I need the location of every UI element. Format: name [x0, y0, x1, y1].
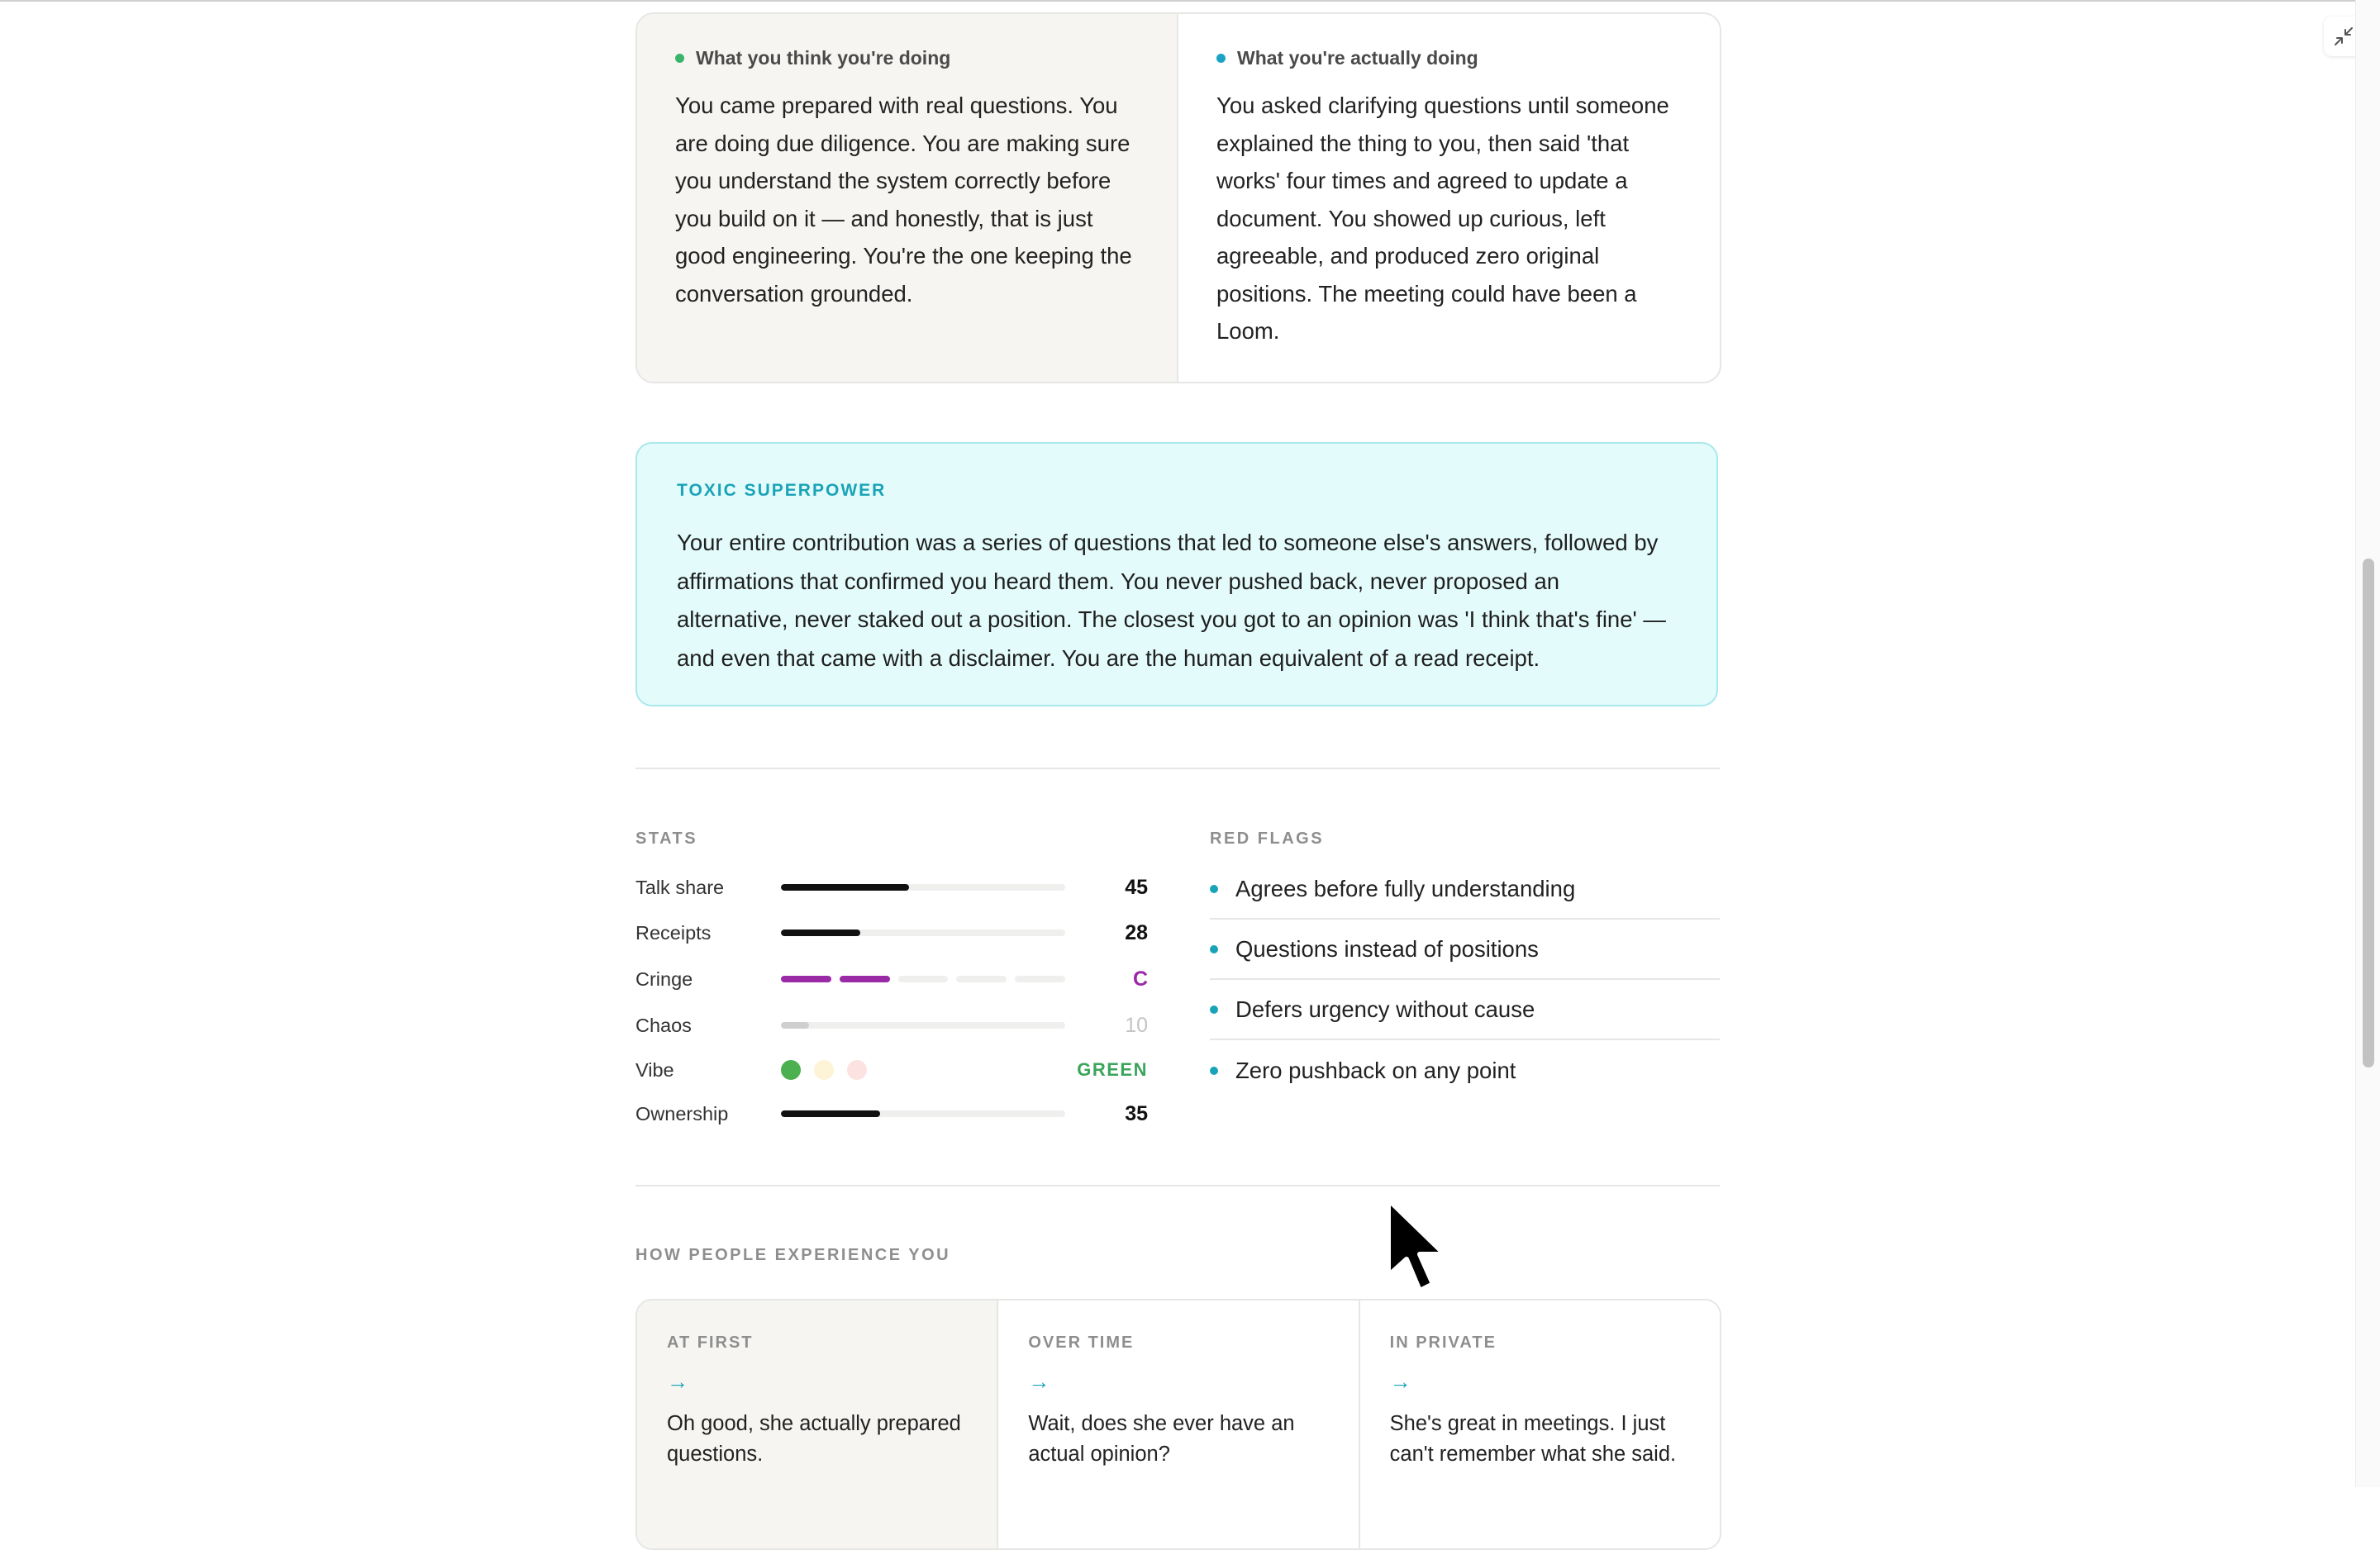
green-dot-icon — [675, 54, 684, 63]
vertical-scrollbar[interactable] — [2355, 0, 2380, 1487]
experience-column-text: Wait, does she ever have an actual opinion? — [1028, 1412, 1295, 1466]
experience-column-in-private — [1360, 1300, 1720, 1548]
stat-name: Chaos — [635, 1015, 692, 1036]
stat-bar-fill — [781, 884, 909, 891]
stat-value: 35 — [1125, 1102, 1148, 1125]
arrow-right-icon: → — [1028, 1369, 1050, 1394]
stat-row-chaos — [635, 1013, 1148, 1038]
cringe-segment — [898, 976, 949, 982]
stat-row-cringe — [635, 967, 1148, 991]
red-flag-text: Zero pushback on any point — [1235, 1057, 1516, 1083]
vibe-indicator — [781, 1060, 867, 1080]
experience-column-text: She's great in meetings. I just can't remember what she said. — [1389, 1412, 1677, 1466]
experience-column-label: IN PRIVATE — [1389, 1334, 1497, 1352]
stat-value: 28 — [1125, 921, 1148, 944]
stat-row-vibe — [635, 1058, 1148, 1082]
think-body: You came prepared with real questions. You are doing due diligence. You are making sure you understand the system correctly before you build on it — and honestly, that is just good engineering. You're the one keeping the conversation grounded. — [675, 93, 1132, 307]
bullet-icon — [1210, 885, 1218, 893]
vibe-dot-green — [781, 1060, 801, 1080]
experience-column-at-first — [637, 1300, 998, 1548]
arrow-right-icon: → — [667, 1369, 688, 1394]
actual-body: You asked clarifying questions until someone explained the thing to you, then said 'that works' four times and agreed to update a document. You showed up curious, left agreeable, and produced zero original positions. The meeting could have been a Loom. — [1216, 93, 1669, 344]
comparison-card — [635, 12, 1721, 383]
cringe-segment — [840, 976, 890, 982]
experience-column-label: OVER TIME — [1028, 1334, 1135, 1352]
stat-value: 10 — [1125, 1014, 1148, 1037]
red-flag-item — [1210, 920, 1720, 980]
cringe-segment — [1015, 976, 1065, 982]
stat-name: Talk share — [635, 877, 725, 898]
stat-bar-fill — [781, 1022, 809, 1029]
stat-value: C — [1132, 968, 1148, 991]
collapse-icon — [2332, 25, 2355, 48]
cringe-segments — [781, 976, 1065, 982]
red-flags-list — [1210, 859, 1720, 1101]
experience-column-over-time — [998, 1300, 1359, 1548]
actual-heading-text: What you're actually doing — [1237, 47, 1478, 69]
stat-name: Receipts — [635, 922, 712, 944]
red-flag-item — [1210, 1040, 1720, 1101]
think-heading — [675, 47, 1139, 69]
stats-panel — [635, 830, 1148, 1125]
red-flag-text: Questions instead of positions — [1235, 935, 1539, 962]
vibe-dot-red — [847, 1060, 867, 1080]
superpower-label: TOXIC SUPERPOWER — [677, 481, 887, 500]
red-flag-text: Agrees before fully understanding — [1235, 875, 1576, 901]
experience-grid — [635, 1299, 1721, 1550]
stat-row-receipts — [635, 920, 1148, 945]
stat-value: GREEN — [1077, 1059, 1148, 1080]
cringe-segment — [956, 976, 1007, 982]
red-flag-item — [1210, 980, 1720, 1040]
teal-dot-icon — [1216, 54, 1226, 63]
stat-row-talk-share — [635, 875, 1148, 900]
red-flags-panel — [1210, 830, 1720, 1083]
stat-bar-track — [781, 884, 1065, 891]
think-heading-text: What you think you're doing — [696, 47, 951, 69]
experience-label: HOW PEOPLE EXPERIENCE YOU — [635, 1246, 951, 1264]
stat-name: Vibe — [635, 1059, 674, 1081]
red-flags-label: RED FLAGS — [1210, 830, 1325, 848]
arrow-right-icon: → — [1389, 1369, 1411, 1394]
bullet-icon — [1210, 1067, 1218, 1075]
section-divider — [635, 768, 1720, 769]
stat-bar-track — [781, 1022, 1065, 1029]
vibe-dot-yellow — [814, 1060, 834, 1080]
stat-bar-track — [781, 1110, 1065, 1117]
experience-column-label: AT FIRST — [667, 1334, 754, 1352]
bullet-icon — [1210, 1006, 1218, 1014]
section-divider — [635, 1185, 1720, 1186]
toxic-superpower-card — [635, 442, 1718, 706]
stat-bar-track — [781, 930, 1065, 936]
red-flag-text: Defers urgency without cause — [1235, 996, 1535, 1022]
scrollbar-thumb[interactable] — [2363, 559, 2374, 1067]
mouse-cursor-icon — [1385, 1196, 1451, 1299]
bullet-icon — [1210, 945, 1218, 953]
stat-value: 45 — [1125, 876, 1148, 899]
experience-column-text: Oh good, she actually prepared questions. — [667, 1412, 961, 1466]
think-pane — [637, 14, 1178, 382]
stat-name: Ownership — [635, 1103, 729, 1124]
superpower-text: Your entire contribution was a series of questions that led to someone else's answers, followed by affirmations that confirmed you heard them. You never pushed back, never proposed an alternative, never staked out a position. The closest you got to an opinion was 'I think that's fine' — and even that came with a disclaimer. You are the human equivalent of a read receipt. — [677, 530, 1666, 671]
stat-row-ownership — [635, 1101, 1148, 1126]
stats-label: STATS — [635, 830, 698, 848]
stat-name: Cringe — [635, 968, 693, 990]
actual-heading — [1216, 47, 1682, 69]
experience-section — [635, 1246, 1720, 1466]
actual-pane — [1178, 14, 1720, 382]
stat-bar-fill — [781, 1110, 880, 1117]
red-flag-item — [1210, 859, 1720, 920]
stat-bar-fill — [781, 930, 860, 936]
cringe-segment — [781, 976, 831, 982]
